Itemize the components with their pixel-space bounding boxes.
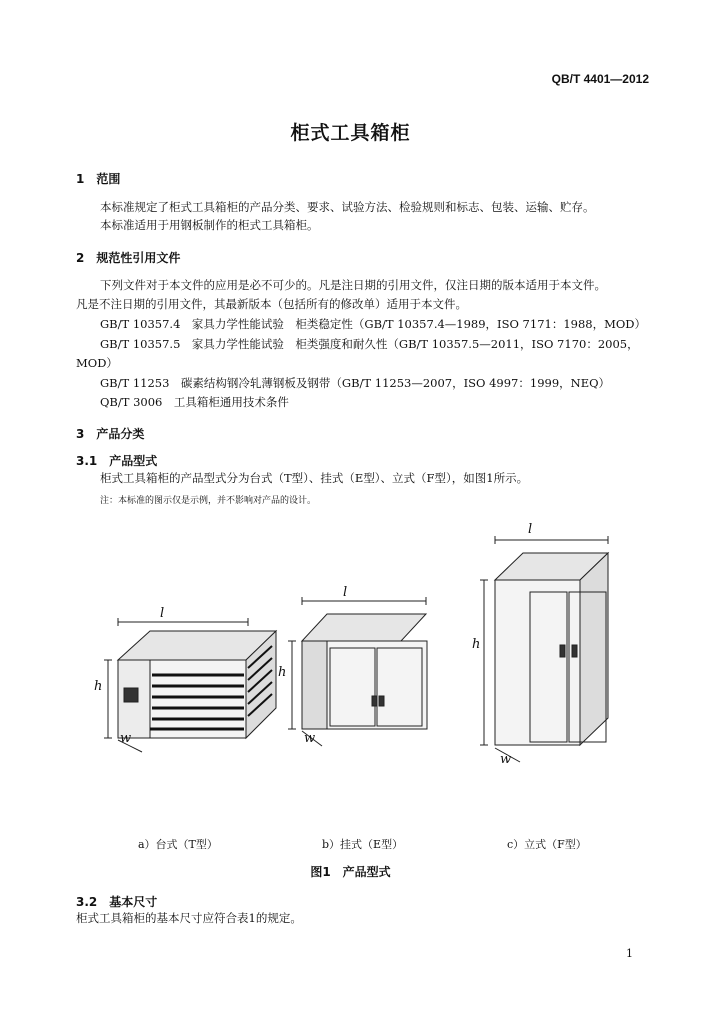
section-2-heading: 2 规范性引用文件 <box>76 251 181 265</box>
wall-cabinet-drawing <box>288 597 427 746</box>
section-3-1-heading: 3.1 产品型式 <box>76 454 158 468</box>
reference-item-continued: MOD） <box>76 356 118 370</box>
section-3-heading: 3 产品分类 <box>76 427 145 441</box>
section-3-2-heading: 3.2 基本尺寸 <box>76 895 158 909</box>
dim-label-width: w <box>120 731 132 746</box>
document-title: 柜式工具箱柜 <box>290 122 411 144</box>
dim-label-height: h <box>472 637 481 652</box>
dim-label-length: l <box>528 522 533 537</box>
dim-label-width: w <box>304 731 316 746</box>
section-1-heading: 1 范围 <box>76 172 121 186</box>
figure-caption: 图1 产品型式 <box>310 865 391 879</box>
subcaption-a: a）台式（T型） <box>138 838 218 851</box>
paragraph-line: 凡是不注日期的引用文件，其最新版本（包括所有的修改单）适用于本文件。 <box>76 297 467 311</box>
paragraph-line: 柜式工具箱柜的基本尺寸应符合表1的规定。 <box>76 911 302 925</box>
dim-label-length: l <box>343 585 348 600</box>
subcaption-c: c）立式（F型） <box>507 838 587 851</box>
dim-label-height: h <box>278 665 287 680</box>
reference-item: QB/T 3006 工具箱柜通用技术条件 <box>100 395 289 409</box>
standard-number: QB/T 4401—2012 <box>551 72 649 86</box>
paragraph-line: 本标准适用于用钢板制作的柜式工具箱柜。 <box>100 218 319 232</box>
paragraph-line: 柜式工具箱柜的产品型式分为台式（T型）、挂式（E型）、立式（F型），如图1所示。 <box>100 471 529 485</box>
floor-cabinet-drawing <box>480 536 608 762</box>
dim-label-length: l <box>160 606 165 621</box>
dim-label-height: h <box>94 679 103 694</box>
page-number: 1 <box>626 947 633 960</box>
reference-item: GB/T 10357.5 家具力学性能试验 柜类强度和耐久性（GB/T 10357.5—2011，ISO 7170：2005， <box>100 337 639 351</box>
reference-item: GB/T 10357.4 家具力学性能试验 柜类稳定性（GB/T 10357.4—1989，ISO 7171：1988，MOD） <box>100 317 647 331</box>
paragraph-line: 下列文件对于本文件的应用是必不可少的。凡是注日期的引用文件，仅注日期的版本适用于本文件。 <box>100 278 606 292</box>
dim-label-width: w <box>500 752 512 767</box>
figure-note: 注：本标准的图示仅是示例，并不影响对产品的设计。 <box>100 496 317 506</box>
paragraph-line: 本标准规定了柜式工具箱柜的产品分类、要求、试验方法、检验规则和标志、包装、运输、贮存。 <box>100 200 595 214</box>
subcaption-b: b）挂式（E型） <box>322 838 404 851</box>
reference-item: GB/T 11253 碳素结构钢冷轧薄钢板及钢带（GB/T 11253—2007，ISO 4997：1999，NEQ） <box>100 376 611 390</box>
